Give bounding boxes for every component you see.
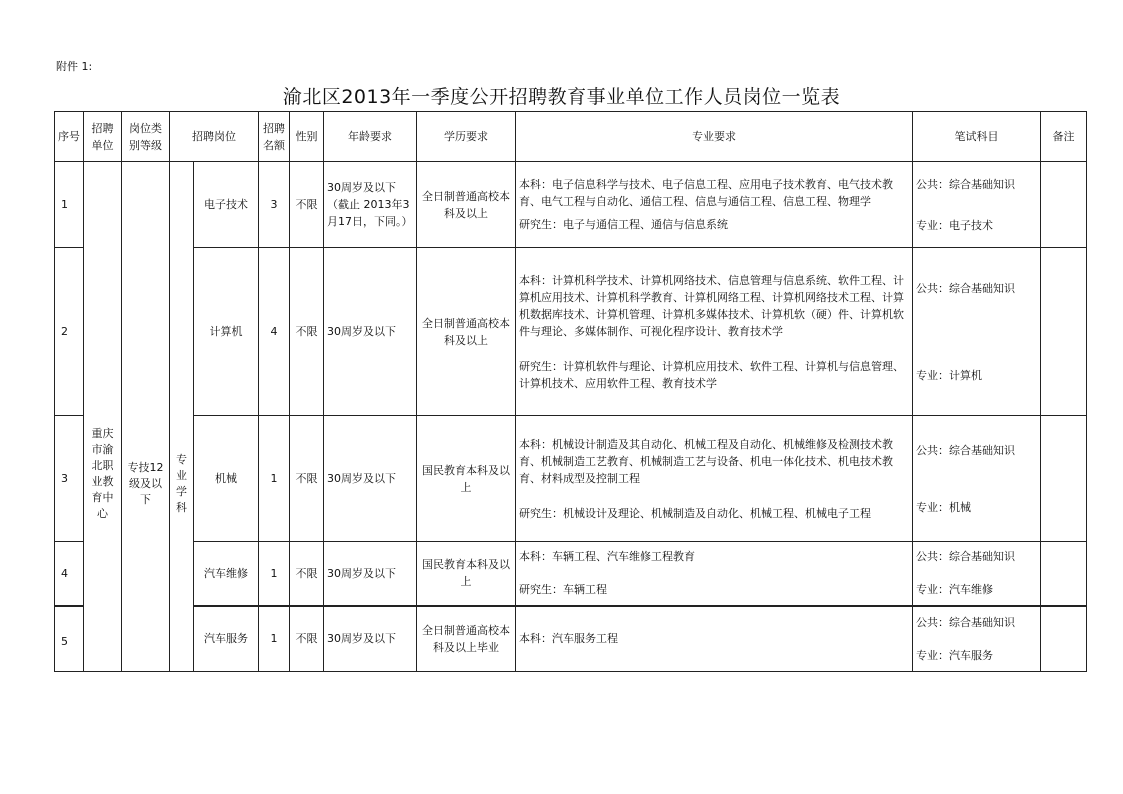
row-seq: 3	[55, 416, 84, 542]
row-note	[1041, 542, 1087, 606]
exam-pro: 专业：机械	[916, 500, 971, 514]
major-grad: 研究生：车辆工程	[519, 583, 607, 597]
header-quota: 招聘名额	[259, 112, 290, 162]
row-note	[1041, 416, 1087, 542]
row-post: 电子技术	[194, 162, 259, 248]
header-age: 年龄要求	[324, 112, 417, 162]
table-row	[55, 542, 1087, 606]
exam-pro: 专业：汽车服务	[916, 648, 993, 662]
row-age: 30周岁及以下（截止 2013年3月17日，下同。）	[324, 162, 417, 248]
row-seq: 1	[55, 162, 84, 248]
major-undergrad: 本科：汽车服务工程	[519, 632, 618, 646]
row-gender: 不限	[290, 606, 324, 672]
category-cell	[122, 162, 170, 672]
attachment-label: 附件 1:	[56, 60, 93, 73]
row-quota: 1	[259, 606, 290, 672]
header-major: 专业要求	[516, 112, 913, 162]
row-age: 30周岁及以下	[324, 542, 417, 606]
major-undergrad: 本科：计算机科学技术、计算机网络技术、信息管理与信息系统、软件工程、计算机应用技术、计算机科学教育、计算机网络工程、计算机网络技术工程、计算机数据库技术、计算机管理、计算机多媒体技术、计算机软（硬）件、计算机软件与理论、多媒体制作、可视化程序设计、教育技术学	[519, 273, 904, 338]
major-undergrad: 本科：车辆工程、汽车维修工程教育	[519, 550, 695, 564]
row-post: 计算机	[194, 248, 259, 416]
major-undergrad: 本科：机械设计制造及其自动化、机械工程及自动化、机械维修及检测技术教育、机械制造工艺教育、机械制造工艺与设备、机电一体化技术、机电技术教育、材料成型及控制工程	[519, 437, 893, 485]
row-gender: 不限	[290, 542, 324, 606]
row-post: 机械	[194, 416, 259, 542]
row-education: 全日制普通高校本科及以上	[417, 248, 516, 416]
header-exam: 笔试科目	[913, 112, 1041, 162]
major-grad: 研究生：电子与通信工程、通信与信息系统	[519, 218, 728, 231]
unit-text: 重庆市渝北职业教育中心	[91, 427, 114, 520]
row-seq: 4	[55, 542, 84, 606]
header-seq: 序号	[55, 112, 84, 162]
row-exam	[913, 248, 1041, 416]
row-exam	[913, 542, 1041, 606]
row-post: 汽车维修	[194, 542, 259, 606]
page-title: 渝北区2013年一季度公开招聘教育事业单位工作人员岗位一览表	[282, 86, 841, 108]
category-text: 专技12级及以下	[127, 461, 164, 506]
header-note: 备注	[1041, 112, 1087, 162]
row-education: 全日制普通高校本科及以上	[417, 162, 516, 248]
row-exam	[913, 606, 1041, 672]
major-undergrad: 本科：电子信息科学与技术、电子信息工程、应用电子技术教育、电气技术教育、电气工程与自动化、通信工程、信息与通信工程、信息工程、物理学	[519, 178, 893, 208]
exam-public: 公共：综合基础知识	[916, 550, 1015, 564]
row-exam	[913, 416, 1041, 542]
exam-public: 公共：综合基础知识	[916, 443, 1015, 457]
row-quota: 1	[259, 542, 290, 606]
header-gender: 性别	[290, 112, 324, 162]
major-grad: 研究生：计算机软件与理论、计算机应用技术、软件工程、计算机与信息管理、计算机技术、应用软件工程、教育技术学	[519, 359, 904, 390]
row-gender: 不限	[290, 416, 324, 542]
table-row	[55, 162, 1087, 248]
subject-type-text: 专业学科	[176, 453, 187, 514]
row-post: 汽车服务	[194, 606, 259, 672]
row-major	[516, 248, 913, 416]
row-major	[516, 162, 913, 248]
row-note	[1041, 162, 1087, 248]
table-row	[55, 416, 1087, 542]
row-education: 国民教育本科及以上	[417, 416, 516, 542]
exam-public: 公共：综合基础知识	[916, 615, 1015, 629]
exam-public: 公共：综合基础知识	[916, 177, 1015, 191]
exam-pro: 专业：电子技术	[916, 218, 993, 232]
row-seq: 5	[55, 606, 84, 672]
major-grad: 研究生：机械设计及理论、机械制造及自动化、机械工程、机械电子工程	[519, 506, 871, 520]
header-unit: 招聘单位	[84, 112, 122, 162]
row-age: 30周岁及以下	[324, 606, 417, 672]
positions-table	[54, 111, 1087, 672]
unit-cell	[84, 162, 122, 672]
row-major	[516, 606, 913, 672]
row-exam	[913, 162, 1041, 248]
row-quota: 1	[259, 416, 290, 542]
header-post: 招聘岗位	[170, 112, 259, 162]
row-note	[1041, 606, 1087, 672]
row-major	[516, 416, 913, 542]
row-education: 国民教育本科及以上	[417, 542, 516, 606]
row-age: 30周岁及以下	[324, 248, 417, 416]
row-quota: 4	[259, 248, 290, 416]
exam-pro: 专业：汽车维修	[916, 583, 993, 597]
row-age: 30周岁及以下	[324, 416, 417, 542]
header-row	[55, 112, 1087, 162]
row-major	[516, 542, 913, 606]
row-gender: 不限	[290, 248, 324, 416]
table-row	[55, 606, 1087, 672]
row-education: 全日制普通高校本科及以上毕业	[417, 606, 516, 672]
exam-pro: 专业：计算机	[916, 368, 982, 382]
subject-type-cell	[170, 162, 194, 672]
row-seq: 2	[55, 248, 84, 416]
row-gender: 不限	[290, 162, 324, 248]
header-category: 岗位类别等级	[122, 112, 170, 162]
header-education: 学历要求	[417, 112, 516, 162]
row-quota: 3	[259, 162, 290, 248]
row-note	[1041, 248, 1087, 416]
exam-public: 公共：综合基础知识	[916, 281, 1015, 295]
table-row	[55, 248, 1087, 416]
